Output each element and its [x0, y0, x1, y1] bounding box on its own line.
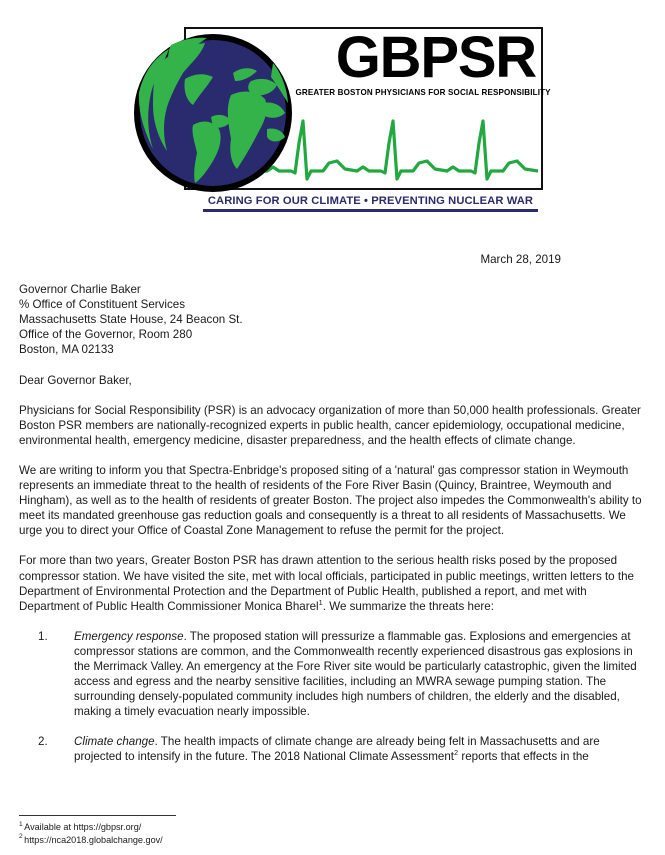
address-line: Office of the Governor, Room 280 — [19, 328, 193, 342]
footnote-text[interactable]: Available at https://gbpsr.org/ — [24, 822, 142, 832]
paragraph: Physicians for Social Responsibility (PSR) is an advocacy organization of more than 50,000 health professionals. Greater Boston PSR members are nationally-recognized experts in public health, cancer epidemiology, occupational medicine, environmental health, emergency medicine, disaster preparedness, and the health effects of climate change. — [19, 403, 641, 447]
letter-body — [19, 252, 647, 765]
list-item — [19, 734, 647, 764]
salutation: Dear Governor Baker, — [19, 373, 132, 387]
footnote-marker: 2 — [19, 833, 23, 841]
threat-body-before-ref: . The health impacts of climate change are already being felt in Massachusetts and are projected to intensify in the future. The 2018 National Climate Assessment — [74, 735, 600, 764]
footnote-ref-2[interactable]: 2 — [454, 748, 459, 758]
footnote-text[interactable]: https://nca2018.globalchange.gov/ — [24, 834, 163, 845]
threat-body: . The proposed station will pressurize a flammable gas. Explosions and emergencies at compressor stations are common, and the Commonwealth recently experienced disastrous gas explosions in the Merrimack Valley. An emergency at the Fore River site would be particularly catastrophic, given the limited access and egress and the nearby sensitive facilities, including an MWRA sewage pumping station. The surrounding densely-populated community includes high numbers of children, the elderly and the disabled, making a timely evacuation nearly impossible. — [74, 629, 637, 719]
footnotes-block — [19, 815, 419, 846]
letterhead — [133, 25, 551, 215]
letter-date: March 28, 2019 — [480, 253, 561, 266]
paragraph: We are writing to inform you that Spectra-Enbridge's proposed siting of a 'natural' gas compressor station in Weymouth represents an immediate threat to the health of residents of the Fore River Basin (Quincy, Braintree, Weymouth and Hingham), as well as to the health of residents of greater Boston. The project also impedes the Commonwealth's ability to meet its mandated greenhouse gas reduction goals and consequently is a threat to all residents of Massachusetts. We urge you to direct your Office of Coastal Zone Management to refuse the permit for the project. — [19, 463, 642, 538]
paragraph-text-after-ref: . We summarize the threats here: — [322, 599, 494, 613]
threat-body-after-ref: reports that effects in the — [458, 750, 589, 764]
paragraph-with-footnote — [19, 553, 647, 613]
footnote-separator — [19, 815, 176, 816]
footnote-item — [19, 821, 419, 834]
threat-term: Climate change — [74, 735, 155, 749]
brand-acronym: GBPSR — [335, 25, 536, 90]
address-line: % Office of Constituent Services — [19, 298, 186, 312]
footnote-marker: 1 — [19, 820, 23, 828]
address-line: Boston, MA 02133 — [19, 343, 114, 357]
globe-icon — [133, 33, 294, 193]
tagline-text: CARING FOR OUR CLIMATE • PREVENTING NUCLEAR WAR — [207, 195, 534, 207]
address-line: Massachusetts State House, 24 Beacon St. — [19, 313, 243, 327]
ekg-heartbeat-icon — [253, 113, 538, 187]
address-line: Governor Charlie Baker — [19, 283, 141, 297]
threats-list — [19, 629, 647, 765]
recipient-address — [19, 282, 647, 357]
brand-full-name: GREATER BOSTON PHYSICIANS FOR SOCIAL RESPONSIBILITY — [295, 86, 551, 97]
paragraph-text-before-ref: For more than two years, Greater Boston PSR has drawn attention to the serious health risks posed by the proposed compressor station. We have visited the site, met with local officials, participated in public meetings, written letters to the Department of Environmental Protection and the Department of Public Health, published a report, and met with Department of Public Health Commissioner Monica Bharel — [19, 554, 634, 613]
footnote-ref-1[interactable]: 1 — [318, 597, 323, 607]
tagline-block — [203, 195, 538, 212]
threat-term: Emergency response — [74, 629, 184, 643]
list-item — [19, 629, 647, 720]
tagline-rule — [203, 209, 538, 212]
brand-wordmark — [288, 25, 551, 97]
footnote-item — [19, 834, 419, 847]
